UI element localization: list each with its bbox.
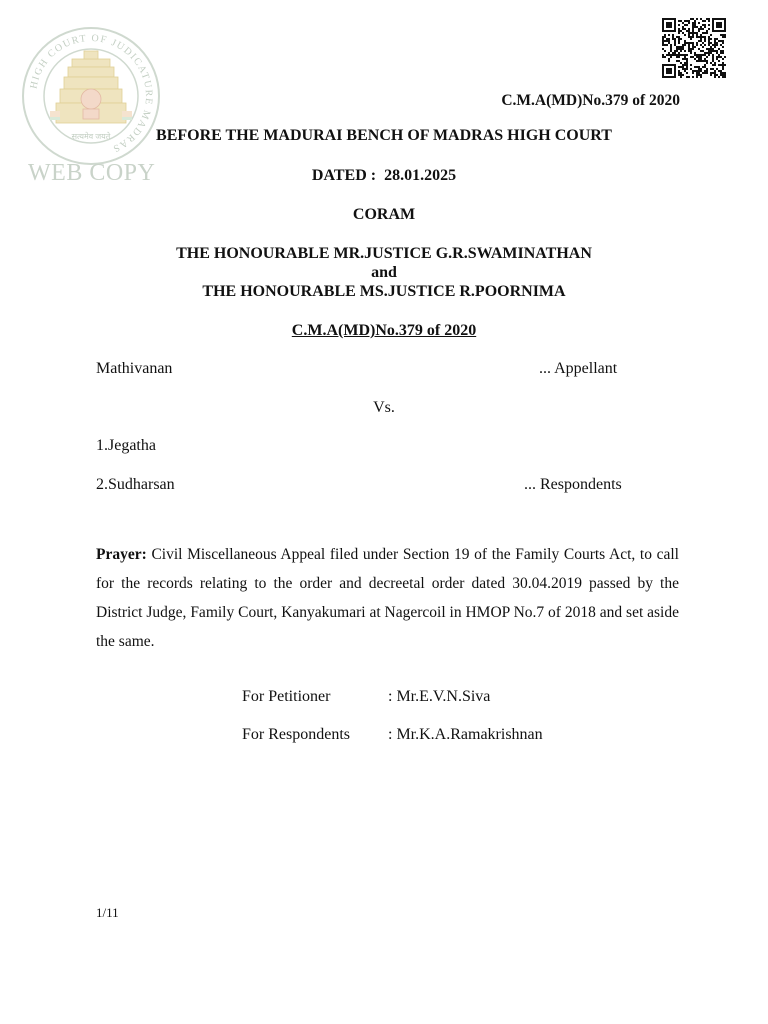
page-number: 1/11 [96,905,119,920]
judges-conjunction: and [371,264,397,281]
national-emblem-icon [81,89,101,119]
prayer-label: Prayer: [96,546,147,563]
seal-motto: सत्यमेव जयते [71,132,111,141]
qr-code [662,18,726,78]
court-seal-watermark [20,25,162,167]
judge-second: THE HONOURABLE MS.JUSTICE R.POORNIMA [202,283,566,300]
versus: Vs. [373,399,395,416]
respondents-counsel-name: : Mr.K.A.Ramakrishnan [388,726,543,743]
petitioner-counsel-label: For Petitioner [242,688,331,705]
appellant-role: ... Appellant [539,360,618,377]
web-copy-watermark: WEB COPY [28,160,156,186]
prayer-paragraph [96,540,679,656]
respondents-role: ... Respondents [524,476,622,493]
dated-line: DATED : 28.01.2025 [311,167,457,184]
header-case-number: C.M.A(MD)No.379 of 2020 [501,92,680,109]
seal-ring-text: HIGH COURT OF JUDICATURE MADRAS [28,32,155,155]
judge-first: THE HONOURABLE MR.JUSTICE G.R.SWAMINATHAN [176,245,592,262]
case-title: C.M.A(MD)No.379 of 2020 [291,322,477,339]
appellant-name: Mathivanan [96,360,173,377]
court-name: BEFORE THE MADURAI BENCH OF MADRAS HIGH COURT [156,127,612,144]
respondent-2: 2.Sudharsan [96,476,175,493]
respondents-counsel-label: For Respondents [242,726,350,743]
coram-heading: CORAM [352,206,416,223]
petitioner-counsel-name: : Mr.E.V.N.Siva [388,688,491,705]
respondent-1: 1.Jegatha [96,437,156,454]
prayer-text: Civil Miscellaneous Appeal filed under Section 19 of the Family Courts Act, to call for the records relating to the order and decreetal order dated 30.04.2019 passed by the District Judge, Family Court, Kanyakumari at Nagercoil in HMOP No.7 of 2018 and set aside the same. [96,546,679,650]
